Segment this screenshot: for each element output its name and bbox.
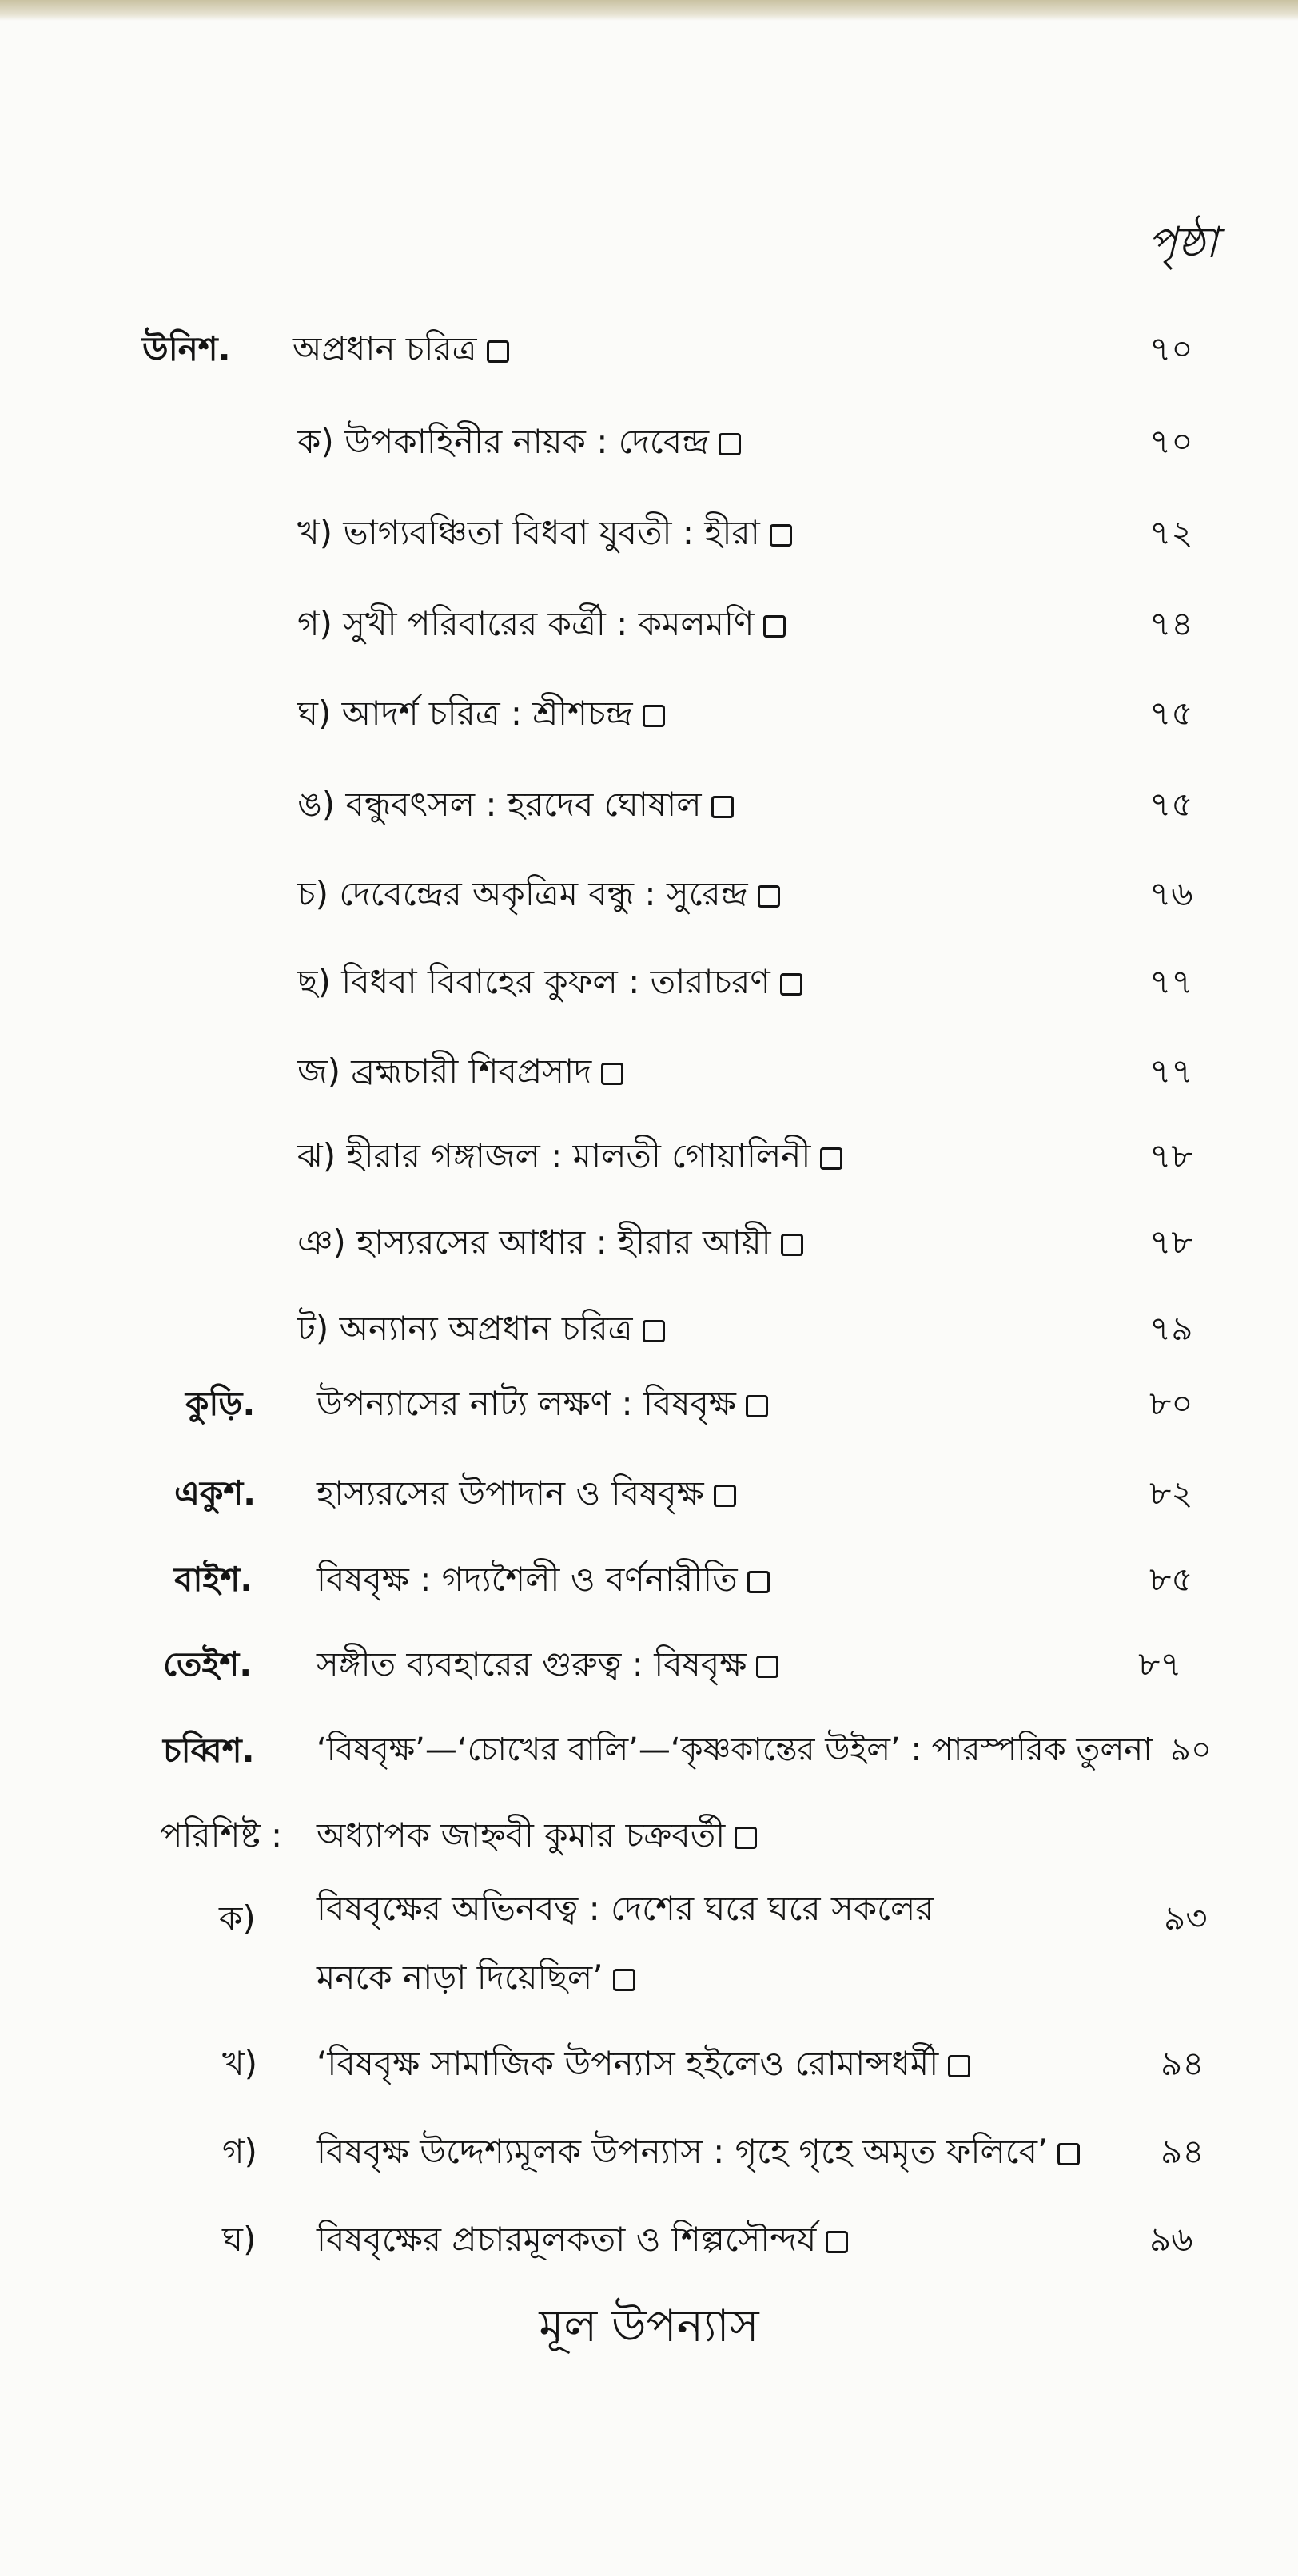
page-number: ৯০ xyxy=(1170,1731,1212,1768)
chapter-number: কুড়ি. xyxy=(185,1384,256,1423)
box-marker-icon xyxy=(763,615,786,638)
entry-title: সঙ্গীত ব্যবহারের গুরুত্ব : বিষবৃক্ষ xyxy=(317,1638,778,1695)
entry-title: ঙ) বন্ধুবৎসল : হরদেব ঘোষাল xyxy=(297,778,734,835)
entry-title: হাস্যরসের উপাদান ও বিষবৃক্ষ xyxy=(317,1467,736,1524)
box-marker-icon xyxy=(1057,2143,1080,2165)
page-number: ৭৫ xyxy=(1149,694,1193,733)
entry-title: খ) ভাগ্যবঞ্চিতা বিধবা যুবতী : হীরা xyxy=(297,507,792,563)
box-marker-icon xyxy=(758,885,780,908)
box-marker-icon xyxy=(643,705,665,727)
chapter-number: বাইশ. xyxy=(174,1560,253,1599)
chapter-number: উনিশ. xyxy=(142,329,231,368)
page-number: ৭০ xyxy=(1149,422,1193,461)
entry-title: অপ্রধান চরিত্র xyxy=(293,323,509,380)
subentry-letter: খ) xyxy=(222,2044,257,2083)
entry-title: জ) ব্রহ্মচারী শিবপ্রসাদ xyxy=(297,1045,623,1102)
box-marker-icon xyxy=(780,973,802,996)
box-marker-icon xyxy=(613,1969,635,1991)
box-marker-icon xyxy=(826,2231,848,2253)
page-number: ৭৪ xyxy=(1149,604,1193,643)
section-title: মূল উপন্যাস xyxy=(539,2300,759,2352)
page-number: ৭৮ xyxy=(1149,1222,1193,1262)
page-number: ৭৭ xyxy=(1149,962,1193,1001)
entry-title: ঘ) আদর্শ চরিত্র : শ্রীশচন্দ্র xyxy=(297,687,665,744)
appendix-label: পরিশিষ্ট : xyxy=(160,1815,283,1854)
subentry-letter: ক) xyxy=(219,1898,256,1938)
box-marker-icon xyxy=(781,1234,803,1256)
entry-title: ‘বিষবৃক্ষ সামাজিক উপন্যাস হইলেও রোমান্সধর্মী xyxy=(317,2037,970,2094)
page-number: ৭৮ xyxy=(1149,1136,1193,1175)
entry-title: ‘বিষবৃক্ষ’—‘চোখের বালি’—‘কৃষ্ণকান্তের উইল’ : পারস্পরিক তুলনা xyxy=(317,1731,1153,1768)
page-number: ৭৬ xyxy=(1149,874,1193,913)
page-number: ৭৫ xyxy=(1149,785,1193,824)
entry-title: চ) দেবেন্দ্রের অকৃত্রিম বন্ধু : সুরেন্দ্র xyxy=(297,868,780,924)
box-marker-icon xyxy=(643,1320,665,1342)
entry-title: অধ্যাপক জাহ্নবী কুমার চক্রবর্তী xyxy=(317,1809,757,1866)
page-number: ৭২ xyxy=(1149,513,1193,552)
box-marker-icon xyxy=(601,1063,623,1085)
box-marker-icon xyxy=(948,2055,970,2077)
entry-title: বিষবৃক্ষ : গদ্যশৈলী ও বর্ণনারীতি xyxy=(317,1553,770,1610)
page-number: ৭০ xyxy=(1149,329,1193,368)
box-marker-icon xyxy=(719,433,741,455)
entry-title: ট) অন্যান্য অপ্রধান চরিত্র xyxy=(297,1302,665,1359)
chapter-number: তেইশ. xyxy=(163,1644,253,1684)
page-top-edge xyxy=(0,0,1298,21)
page-number: ৮৭ xyxy=(1138,1644,1182,1684)
box-marker-icon xyxy=(746,1395,768,1417)
box-marker-icon xyxy=(735,1827,757,1849)
box-marker-icon xyxy=(756,1656,778,1678)
entry-title: বিষবৃক্ষ উদ্দেশ্যমূলক উপন্যাস : গৃহে গৃহে অমৃত ফলিবে’ xyxy=(317,2125,1080,2182)
subentry-letter: গ) xyxy=(222,2132,257,2171)
page-number: ৮০ xyxy=(1149,1384,1193,1423)
box-marker-icon xyxy=(714,1485,736,1507)
page-number: ৯৬ xyxy=(1149,2220,1193,2259)
entry-title: ক) উপকাহিনীর নায়ক : দেবেন্দ্র xyxy=(297,415,741,472)
page-number: ৮২ xyxy=(1149,1473,1193,1513)
entry-title: ছ) বিধবা বিবাহের কুফল : তারাচরণ xyxy=(297,956,802,1012)
box-marker-icon xyxy=(820,1147,842,1170)
box-marker-icon xyxy=(747,1571,770,1593)
entry-title: গ) সুখী পরিবারের কর্ত্রী : কমলমণি xyxy=(297,598,786,654)
page-number: ৯৩ xyxy=(1164,1898,1208,1938)
chapter-number: একুশ. xyxy=(174,1473,257,1513)
box-marker-icon xyxy=(487,340,509,363)
subentry-letter: ঘ) xyxy=(222,2220,257,2259)
entry-title: উপন্যাসের নাট্য লক্ষণ : বিষবৃক্ষ xyxy=(317,1377,768,1434)
page-number: ৯৪ xyxy=(1161,2132,1204,2171)
box-marker-icon xyxy=(770,524,792,547)
chapter-number: চব্বিশ. xyxy=(163,1731,255,1770)
page-number: ৮৫ xyxy=(1149,1560,1193,1599)
page-number: ৭৯ xyxy=(1149,1309,1193,1348)
page-column-heading: পৃষ্ঠা xyxy=(1148,217,1218,268)
entry-title: ঝ) হীরার গঙ্গাজল : মালতী গোয়ালিনী xyxy=(297,1130,842,1187)
page-number: ৭৭ xyxy=(1149,1051,1193,1091)
entry-title: বিষবৃক্ষের প্রচারমূলকতা ও শিল্পসৌন্দর্য xyxy=(317,2213,848,2270)
page-number: ৯৪ xyxy=(1161,2044,1204,2083)
box-marker-icon xyxy=(711,796,734,818)
entry-title: ঞ) হাস্যরসের আধার : হীরার আয়ী xyxy=(297,1216,803,1273)
entry-title: বিষবৃক্ষের অভিনবত্ব : দেশের ঘরে ঘরে সকলের মনকে নাড়া দিয়েছিল’ xyxy=(317,1889,934,1997)
